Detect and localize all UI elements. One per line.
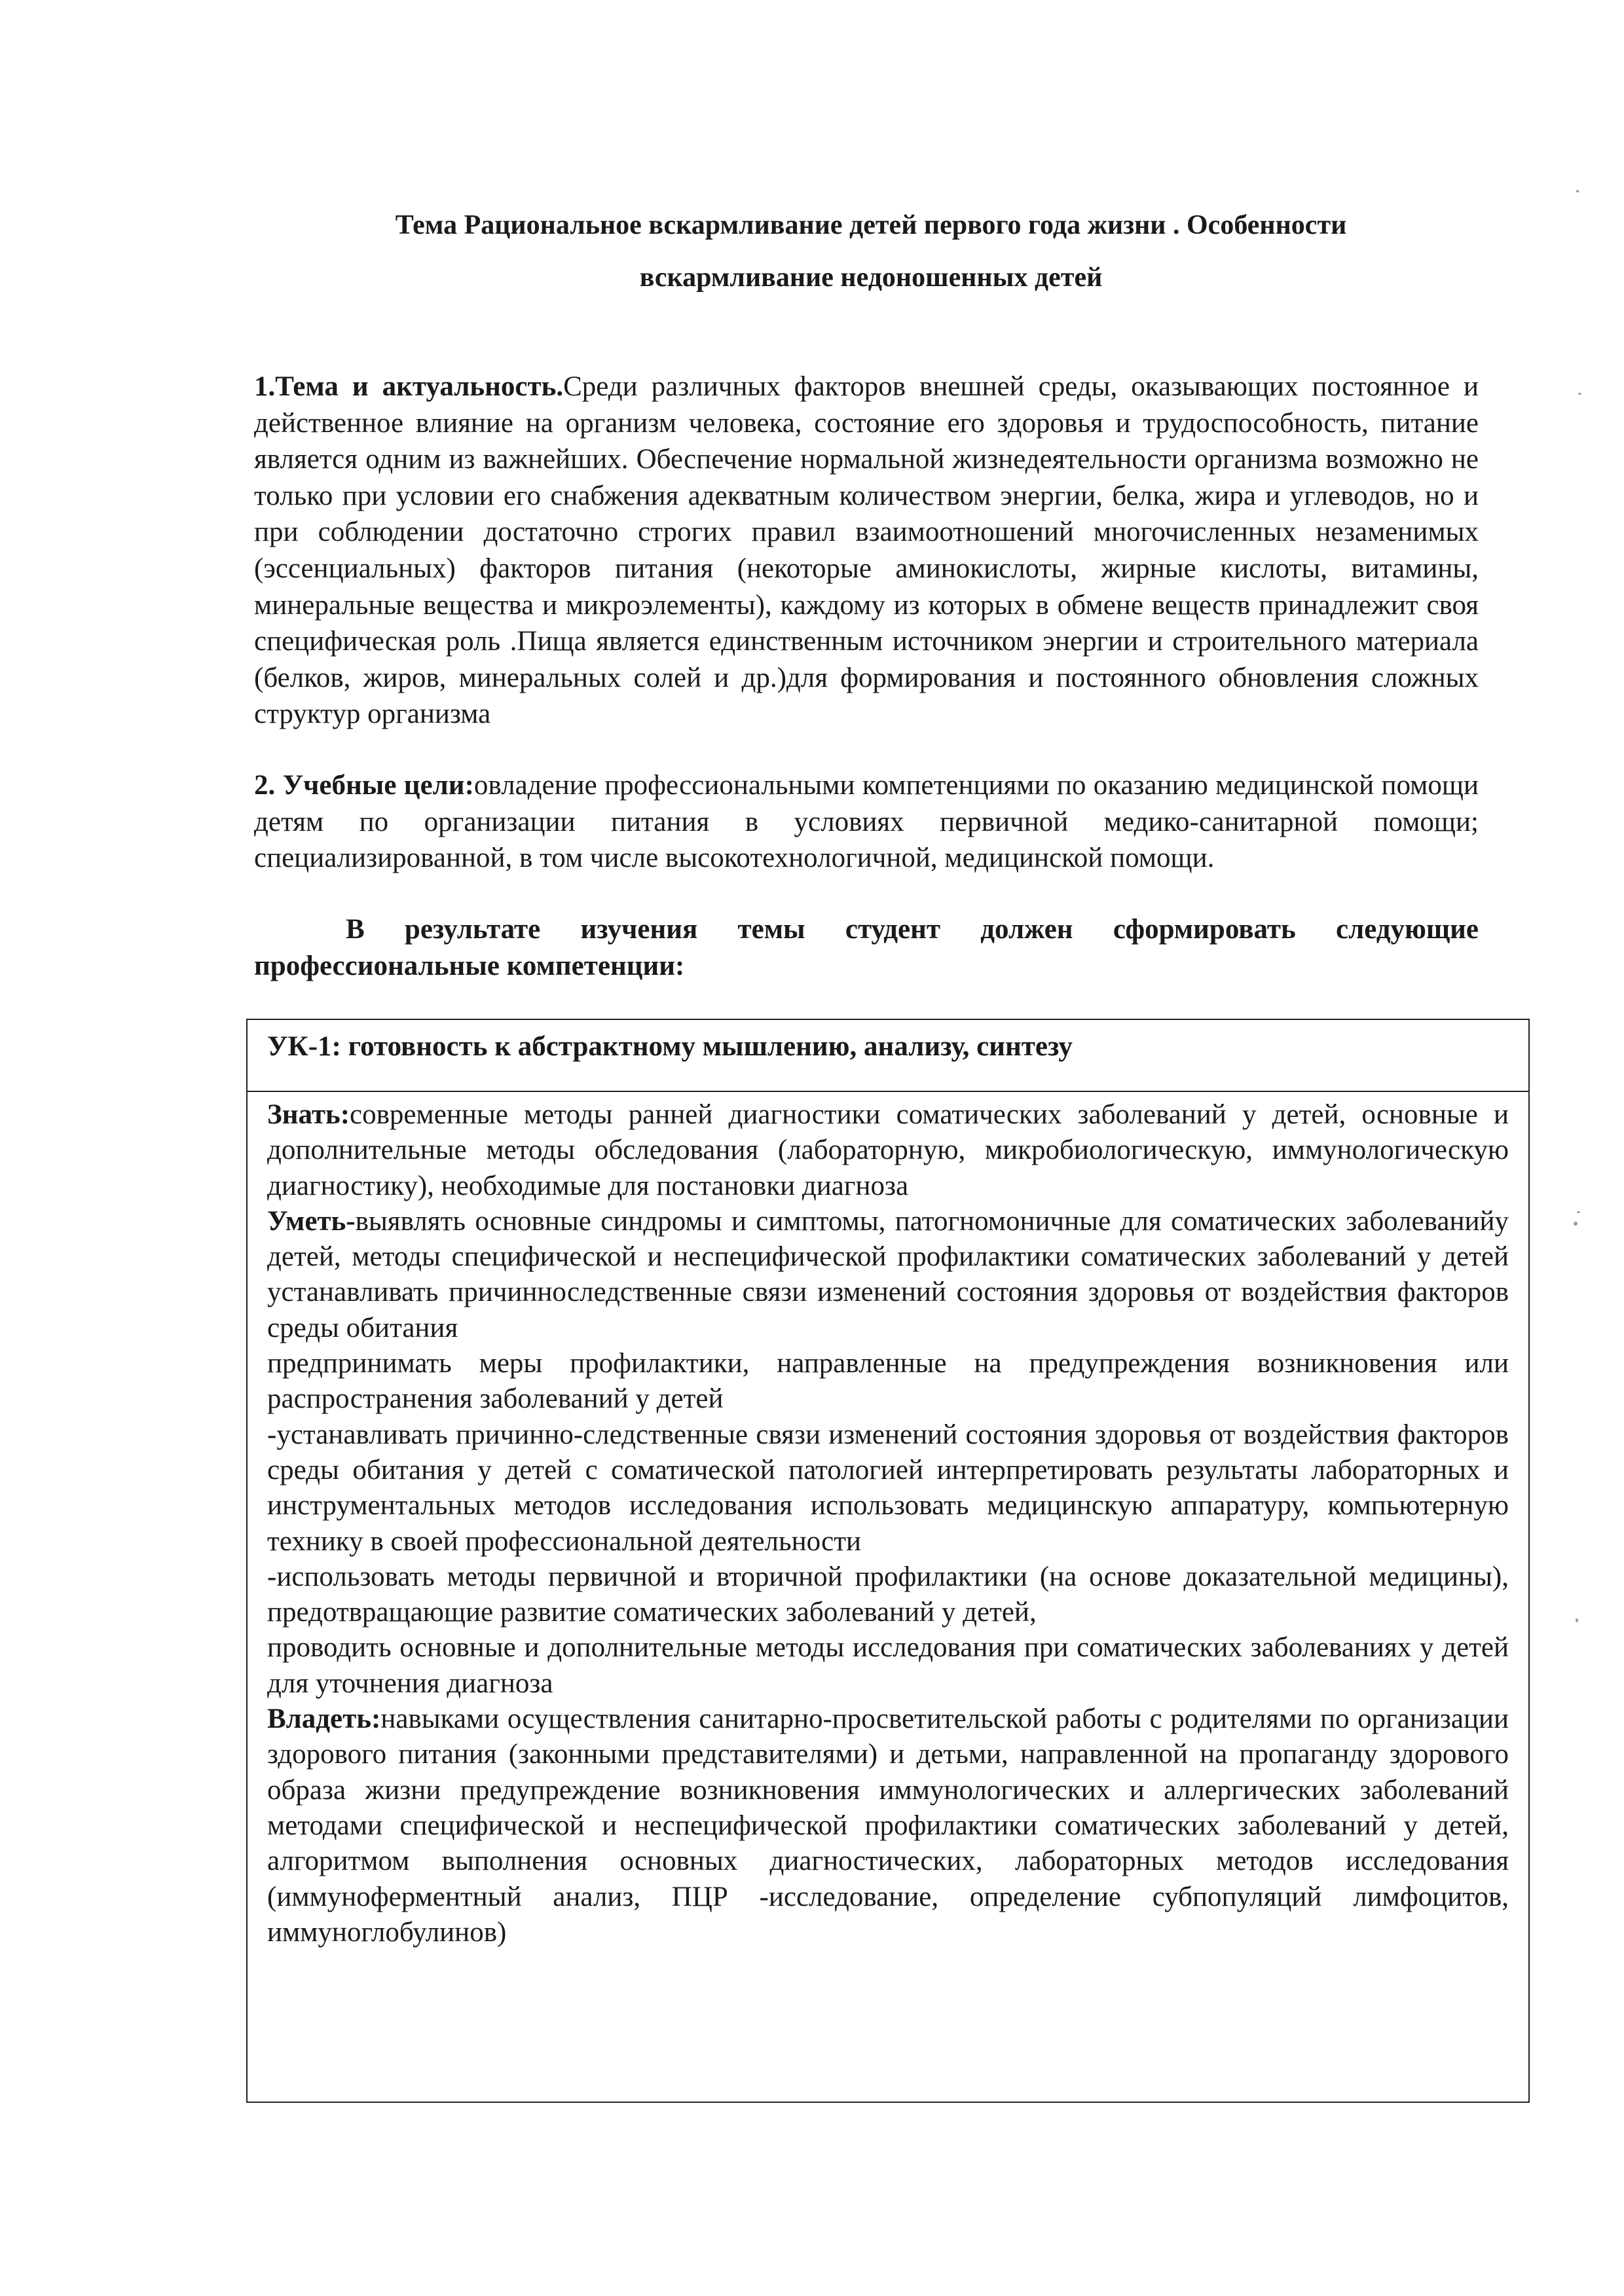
know-paragraph [267, 1097, 1509, 1204]
competence-table [246, 1019, 1530, 2103]
scan-speck [1576, 190, 1579, 192]
section-2-text: овладение профессиональными компетенциями по оказанию медицинской помощи детям по организации питания в условиях первичной медико-санитарной помощи; специализированной, в том числе высокотехнологичной, медицинской помощи. [254, 770, 1479, 874]
own-text: навыками осуществления санитарно-просветительской работы с родителями по организации здорового питания (законными представителями) и детьми, направленной на пропаганду здорового образа жизни предупреждение возникновения иммунологических и аллергических заболеваний методами специфической и неспецифической профилактики соматических заболеваний у детей, алгоритмом выполнения основных диагностических, лабораторных методов исследования (иммуноферментный анализ, ПЦР -исследование, определение субпопуляций лимфоцитов, иммуноглобулинов) [267, 1704, 1509, 1948]
competence-intro [254, 911, 1479, 984]
section-1-heading: 1.Тема и актуальность. [254, 371, 564, 402]
competence-table-header: УК-1: готовность к абстрактному мышлению, анализу, синтезу [248, 1020, 1528, 1092]
able-paragraph [267, 1204, 1509, 1346]
able-label: Уметь- [267, 1205, 356, 1237]
competence-table-body [267, 1097, 1509, 1950]
able-text: выявлять основные синдромы и симптомы, патогномоничные для соматических заболеванийу детей, методы специфической и неспецифической профилактики соматических заболеваний у детей устанавливать причинноследственные связи изменений состояния здоровья от воздействия факторов среды обитания [267, 1205, 1509, 1343]
competence-intro-text: В результате изучения темы студент должен сформировать следующие профессиональные компетенции: [254, 914, 1479, 981]
own-paragraph [267, 1702, 1509, 1950]
able-item: предпринимать меры профилактики, направленные на предупреждения возникновения или распространения заболеваний у детей [267, 1348, 1509, 1415]
document-title-line-2: вскармливание недоношенных детей [639, 263, 1103, 293]
able-item: -устанавливать причинно-следственные связи изменений состояния здоровья от воздействия факторов среды обитания у детей с соматической патологией интерпретировать результаты лабораторных и инструментальных методов исследования использовать медицинскую аппаратуру, компьютерную технику в своей профессиональной деятельности [267, 1419, 1509, 1557]
section-learning-goals [254, 767, 1479, 877]
scan-speck [1574, 1222, 1578, 1226]
scan-speck [1577, 1211, 1580, 1213]
scan-speck [1578, 393, 1581, 395]
section-2-heading: 2. Учебные цели: [254, 770, 474, 801]
know-text: современные методы ранней диагностики соматических заболеваний у детей, основные и дополнительные методы обследования (лабораторную, микробиологическую, иммунологическую диагностику), необходимые для постановки диагноза [267, 1099, 1509, 1201]
document-title-line-1: Тема Рациональное вскармливание детей первого года жизни . Особенности [395, 210, 1347, 240]
section-1-text: Среди различных факторов внешней среды, оказывающих постоянное и действенное влияние на организм человека, состояние его здоровья и трудоспособность, питание является одним из важнейших. Обеспечение нормальной жизнедеятельности организма возможно не только при условии его снабжения адекватным количеством энергии, белка, жира и углеводов, но и при соблюдении достаточно строгих правил взаимоотношений многочисленных незаменимых (эссенциальных) факторов питания (некоторые аминокислоты, жирные кислоты, витамины, минеральные вещества и микроэлементы), каждому из которых в обмене веществ принадлежит своя специфическая роль .Пища является единственным источником энергии и строительного материала (белков, жиров, минеральных солей и др.)для формирования и постоянного обновления сложных структур организма [254, 371, 1479, 730]
able-item: проводить основные и дополнительные методы исследования при соматических заболеваниях у детей для уточнения диагноза [267, 1632, 1509, 1699]
scan-speck [1576, 1618, 1578, 1622]
able-item: -использовать методы первичной и вторичной профилактики (на основе доказательной медицины), предотвращающие развитие соматических заболеваний у детей, [267, 1561, 1509, 1628]
own-label: Владеть: [267, 1704, 381, 1735]
know-label: Знать: [267, 1099, 350, 1130]
section-topic-relevance [254, 369, 1479, 733]
